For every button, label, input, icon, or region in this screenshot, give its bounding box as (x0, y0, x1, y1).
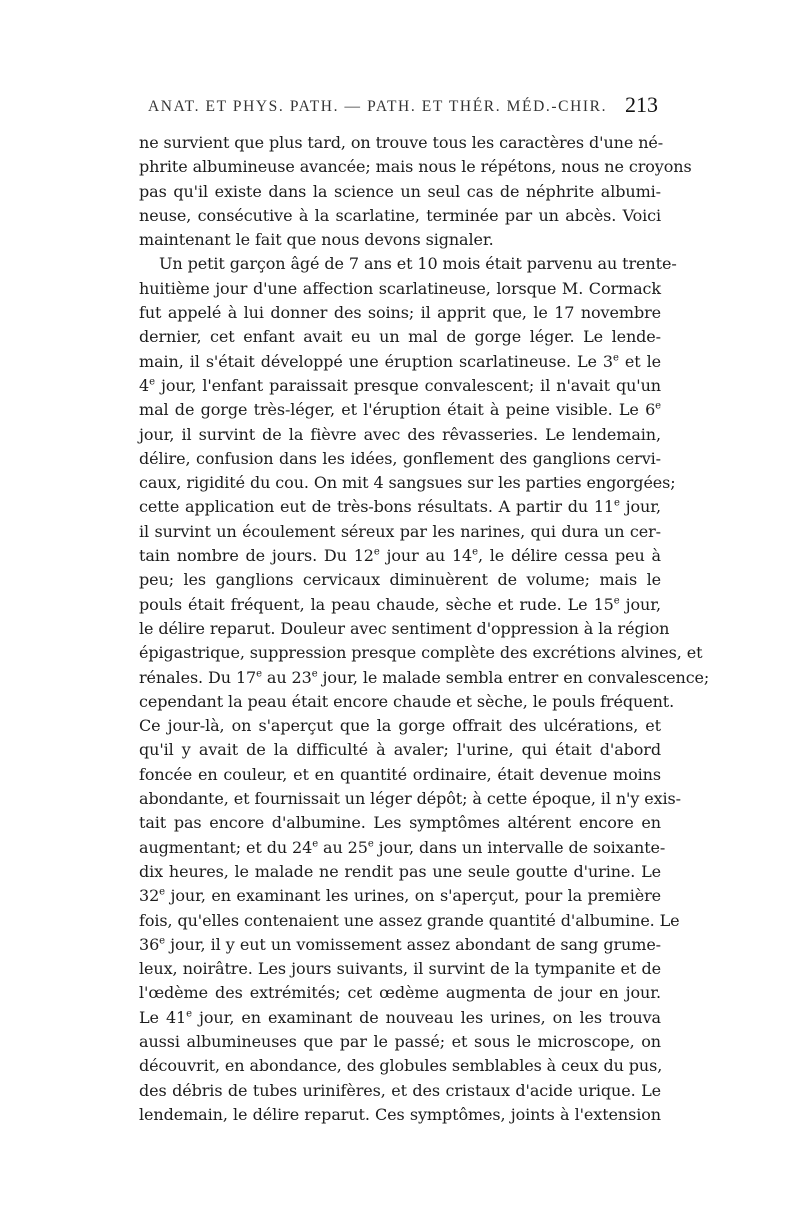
text-line: Ce jour-là, on s'aperçut que la gorge offrait des ulcérations, et (139, 716, 661, 736)
text-line: le délire reparut. Douleur avec sentiment d'oppression à la région (139, 618, 670, 638)
text-line: mal de gorge très-léger, et l'éruption était à peine visible. Le 6e (139, 400, 661, 420)
text-line: caux, rigidité du cou. On mit 4 sangsues sur les parties engorgées; (139, 473, 676, 493)
text-line: jour, il survint de la fièvre avec des rêvasseries. Le lendemain, (139, 424, 661, 444)
text-line: il survint un écoulement séreux par les narines, qui dura un cer- (139, 521, 661, 541)
running-title: ANAT. ET PHYS. PATH. — PATH. ET THÉR. MÉD.-CHIR. (148, 98, 608, 115)
text-line: aussi albumineuses que par le passé; et sous le microscope, on (139, 1031, 661, 1051)
text-line: foncée en couleur, et en quantité ordinaire, était devenue moins (139, 764, 661, 784)
text-line: Le 41e jour, en examinant de nouveau les urines, on les trouva (139, 1007, 661, 1027)
text-line: phrite albumineuse avancée; mais nous le répétons, nous ne croyons (139, 157, 692, 177)
text-line: découvrit, en abondance, des globules semblables à ceux du pus, (139, 1056, 663, 1076)
body-text (139, 131, 710, 1127)
page-number: 213 (625, 92, 658, 117)
text-line: fois, qu'elles contenaient une assez grande quantité d'albumine. Le (139, 910, 680, 930)
text-line: tait pas encore d'albumine. Les symptômes altérent encore en (139, 813, 661, 833)
text-line: maintenant le fait que nous devons signaler. (139, 230, 494, 250)
text-line: lendemain, le délire reparut. Ces symptômes, joints à l'extension (139, 1104, 661, 1124)
text-line: main, il s'était développé une éruption scarlatineuse. Le 3e et le (139, 351, 661, 371)
running-head (148, 92, 658, 122)
text-line: des débris de tubes urinifères, et des cristaux d'acide urique. Le (139, 1080, 661, 1100)
text-line: Un petit garçon âgé de 7 ans et 10 mois était parvenu au trente- (159, 254, 677, 274)
text-line: fut appelé à lui donner des soins; il apprit que, le 17 novembre (139, 303, 661, 323)
text-line: cette application eut de très-bons résultats. A partir du 11e jour, (139, 497, 661, 517)
text-line: pas qu'il existe dans la science un seul cas de néphrite albumi- (139, 181, 661, 201)
text-line: augmentant; et du 24e au 25e jour, dans un intervalle de soixante- (139, 837, 666, 857)
text-line: peu; les ganglions cervicaux diminuèrent de volume; mais le (139, 570, 661, 590)
text-line: cependant la peau était encore chaude et sèche, le pouls fréquent. (139, 691, 675, 711)
text-line: rénales. Du 17e au 23e jour, le malade sembla entrer en convalescence; (139, 667, 710, 687)
text-line: dernier, cet enfant avait eu un mal de gorge léger. Le lende- (139, 327, 661, 347)
text-line: abondante, et fournissait un léger dépôt; à cette époque, il n'y exis- (139, 789, 681, 809)
text-line: pouls était fréquent, la peau chaude, sèche et rude. Le 15e jour, (139, 594, 661, 614)
text-line: épigastrique, suppression presque complète des excrétions alvines, et (139, 643, 703, 663)
text-line: leux, noirâtre. Les jours suivants, il survint de la tympanite et de (139, 959, 661, 979)
text-line: délire, confusion dans les idées, gonflement des ganglions cervi- (139, 448, 661, 468)
text-line: dix heures, le malade ne rendit pas une seule goutte d'urine. Le (139, 861, 661, 881)
text-line: 36e jour, il y eut un vomissement assez abondant de sang grume- (139, 934, 661, 954)
text-line: ne survient que plus tard, on trouve tous les caractères d'une né- (139, 133, 664, 152)
text-line: 32e jour, en examinant les urines, on s'aperçut, pour la première (139, 886, 661, 906)
text-line: qu'il y avait de la difficulté à avaler; l'urine, qui était d'abord (139, 740, 661, 760)
text-line: huitième jour d'une affection scarlatineuse, lorsque M. Cormack (139, 278, 661, 298)
text-line: neuse, consécutive à la scarlatine, terminée par un abcès. Voici (139, 205, 661, 225)
text-line: tain nombre de jours. Du 12e jour au 14e, le délire cessa peu à (139, 546, 661, 566)
text-line: l'œdème des extrémités; cet œdème augmenta de jour en jour. (139, 983, 661, 1003)
text-line: 4e jour, l'enfant paraissait presque convalescent; il n'avait qu'un (139, 375, 661, 395)
